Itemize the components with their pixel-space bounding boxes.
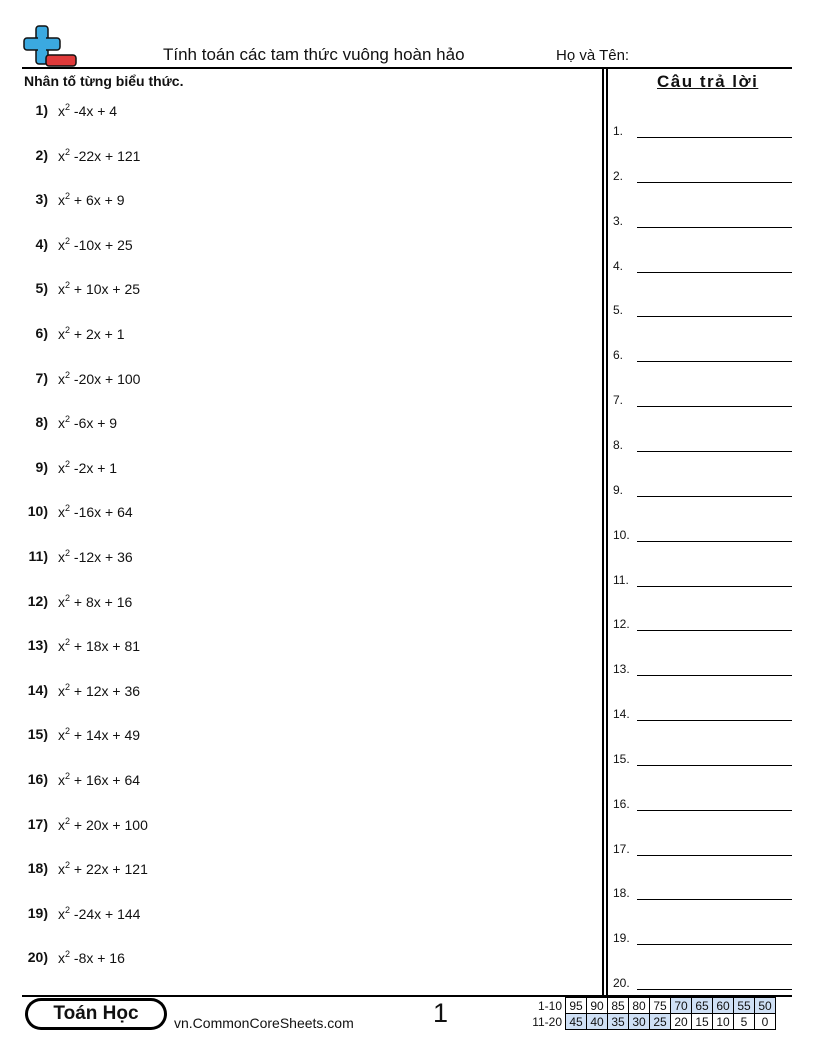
answer-number: 6. (613, 348, 624, 363)
brand-label: Toán Học (28, 1001, 164, 1027)
problem-item (0, 682, 600, 704)
expression-base: x (58, 772, 65, 788)
problem-expression (58, 727, 140, 743)
problem-item (0, 370, 600, 392)
answer-line[interactable] (637, 586, 792, 587)
answer-number: 5. (613, 303, 624, 318)
answer-blank[interactable] (613, 303, 793, 323)
problem-item (0, 816, 600, 838)
answer-number: 9. (613, 482, 624, 497)
problem-number: 4) (35, 235, 48, 252)
expression-exponent: 2 (65, 726, 71, 737)
problem-number: 6) (35, 325, 48, 341)
answer-blank[interactable] (613, 752, 793, 772)
answer-line[interactable] (637, 137, 792, 138)
problem-number: 19) (27, 904, 48, 921)
problem-item (0, 503, 600, 525)
problem-expression (58, 148, 140, 164)
expression-base: x (58, 593, 65, 610)
problem-number: 11) (28, 548, 48, 564)
score-cell: 35 (608, 1014, 629, 1030)
answer-number: 8. (613, 437, 624, 452)
problem-number: 9) (35, 458, 48, 475)
problem-item (0, 860, 600, 882)
problem-expression (58, 504, 133, 520)
problem-item (0, 280, 600, 302)
expression-exponent: 2 (65, 369, 71, 380)
score-cell: 40 (587, 1014, 608, 1030)
answer-line[interactable] (637, 899, 792, 900)
answer-line[interactable] (637, 272, 792, 273)
problem-item (0, 191, 600, 213)
problem-expression (58, 772, 140, 788)
problem-number: 20) (27, 949, 48, 966)
problem-expression (58, 326, 125, 342)
answer-number: 19. (613, 931, 630, 946)
expression-base: x (58, 549, 65, 565)
score-cell: 10 (713, 1014, 734, 1030)
expression-base: x (58, 370, 65, 387)
problem-item (0, 637, 600, 659)
problem-expression (58, 237, 133, 253)
answer-line[interactable] (637, 944, 792, 945)
expression-exponent: 2 (65, 146, 71, 157)
expression-exponent: 2 (65, 102, 71, 112)
score-cell: 75 (650, 998, 671, 1014)
expression-exponent: 2 (65, 235, 71, 246)
problem-number: 13) (27, 637, 48, 654)
expression-exponent: 2 (65, 949, 71, 960)
problem-expression (58, 371, 140, 387)
score-cell: 0 (755, 1014, 776, 1030)
expression-base: x (58, 236, 65, 253)
score-cell: 55 (734, 998, 755, 1014)
answer-blank[interactable] (613, 483, 793, 503)
problem-number: 2) (35, 146, 48, 163)
problem-item (0, 593, 600, 615)
expression-terms: + 2x + 1 (70, 326, 125, 342)
expression-terms: + 12x + 36 (70, 682, 141, 699)
problem-expression (58, 817, 148, 833)
answer-blank[interactable] (613, 662, 793, 682)
answer-line[interactable] (637, 316, 792, 317)
expression-terms: + 14x + 49 (70, 727, 141, 744)
expression-terms: -12x + 36 (70, 549, 133, 565)
problem-expression (58, 103, 117, 119)
answer-blank[interactable] (613, 886, 793, 906)
expression-base: x (58, 504, 65, 521)
plus-minus-logo-icon (22, 24, 80, 68)
score-cell: 30 (629, 1014, 650, 1030)
problem-number: 18) (27, 860, 48, 877)
answer-line[interactable] (637, 227, 792, 228)
expression-terms: -10x + 25 (70, 236, 133, 253)
expression-terms: -24x + 144 (70, 905, 141, 922)
expression-terms: + 10x + 25 (70, 281, 141, 298)
problem-expression (58, 192, 125, 208)
answer-number: 12. (613, 617, 630, 632)
answer-blank[interactable] (613, 169, 793, 189)
answer-blank[interactable] (613, 797, 793, 817)
score-row-label: 11-20 (532, 1014, 562, 1029)
name-label: Họ và Tên: (556, 47, 630, 64)
expression-base: x (58, 415, 65, 432)
score-cell: 20 (671, 1014, 692, 1030)
score-cell: 90 (587, 998, 608, 1014)
expression-exponent: 2 (65, 548, 71, 558)
expression-terms: -16x + 64 (70, 504, 133, 521)
expression-base: x (58, 281, 65, 298)
answer-number: 10. (613, 527, 630, 542)
answer-line[interactable] (637, 855, 792, 856)
expression-terms: -20x + 100 (70, 370, 141, 387)
answer-line[interactable] (637, 406, 792, 407)
problem-item (0, 147, 600, 169)
score-cell: 25 (650, 1014, 671, 1030)
answer-blank[interactable] (613, 931, 793, 951)
answer-line[interactable] (637, 182, 792, 183)
expression-exponent: 2 (65, 860, 71, 871)
problem-expression (58, 415, 117, 431)
problem-expression (58, 594, 132, 610)
expression-terms: + 22x + 121 (70, 861, 148, 878)
problem-expression (58, 683, 140, 699)
answer-line[interactable] (637, 496, 792, 497)
expression-base: x (58, 950, 65, 967)
expression-exponent: 2 (65, 681, 71, 692)
problem-number: 1) (35, 102, 48, 118)
problem-item (0, 548, 600, 570)
expression-base: x (58, 682, 65, 699)
expression-exponent: 2 (65, 414, 71, 425)
score-cell: 80 (629, 998, 650, 1014)
score-cell: 60 (713, 998, 734, 1014)
score-cell: 70 (671, 998, 692, 1014)
problem-number: 12) (27, 592, 48, 609)
expression-exponent: 2 (65, 458, 71, 469)
problem-item (0, 949, 600, 971)
problem-item (0, 325, 600, 347)
problem-number: 5) (35, 280, 48, 297)
answer-blank[interactable] (613, 617, 793, 637)
answer-blank[interactable] (613, 348, 793, 368)
instructions: Nhân tố từng biểu thức. (24, 73, 184, 89)
problem-number: 15) (27, 726, 48, 743)
answer-number: 4. (613, 258, 624, 273)
answer-line[interactable] (637, 720, 792, 721)
answer-number: 1. (613, 124, 624, 138)
problem-expression (58, 906, 140, 922)
expression-terms: -4x + 4 (70, 103, 118, 119)
problem-item (0, 726, 600, 748)
answer-number: 11. (613, 572, 629, 587)
problem-expression (58, 281, 140, 297)
answer-line[interactable] (637, 541, 792, 542)
expression-exponent: 2 (65, 592, 71, 603)
expression-exponent: 2 (65, 637, 71, 648)
problem-number: 10) (27, 503, 48, 520)
answer-line[interactable] (637, 630, 792, 631)
worksheet-title: Tính toán các tam thức vuông hoàn hảo (163, 45, 465, 64)
score-table (530, 997, 776, 1030)
expression-base: x (58, 326, 65, 342)
answer-blank[interactable] (613, 707, 793, 727)
expression-terms: -22x + 121 (70, 147, 141, 164)
expression-exponent: 2 (65, 503, 71, 514)
expression-base: x (58, 816, 65, 833)
expression-exponent: 2 (65, 191, 71, 202)
answer-number: 20. (613, 976, 630, 991)
answer-number: 7. (613, 393, 624, 408)
answer-line[interactable] (637, 810, 792, 811)
column-divider (602, 69, 604, 995)
expression-exponent: 2 (65, 771, 71, 781)
answers-heading: Câu trả lời (657, 72, 759, 91)
expression-base: x (58, 727, 65, 744)
expression-base: x (58, 192, 65, 209)
problem-number: 7) (35, 369, 48, 386)
problem-number: 16) (27, 771, 48, 787)
answer-line[interactable] (637, 675, 792, 676)
expression-base: x (58, 905, 65, 922)
score-row (530, 998, 776, 1014)
answer-number: 2. (613, 168, 624, 183)
answer-number: 13. (613, 662, 630, 677)
problem-item (0, 236, 600, 258)
expression-terms: -8x + 16 (70, 950, 125, 967)
problem-number: 3) (35, 191, 48, 208)
problem-expression (58, 861, 148, 877)
answer-blank[interactable] (613, 393, 793, 413)
expression-base: x (58, 103, 65, 119)
problem-item (0, 771, 600, 793)
expression-exponent: 2 (65, 904, 71, 915)
expression-base: x (58, 861, 65, 878)
expression-terms: + 20x + 100 (70, 816, 148, 833)
score-cell: 85 (608, 998, 629, 1014)
expression-terms: + 6x + 9 (70, 192, 125, 209)
expression-terms: + 16x + 64 (70, 772, 141, 788)
answer-blank[interactable] (613, 573, 793, 593)
page-number: 1 (433, 998, 449, 1028)
expression-exponent: 2 (65, 325, 71, 335)
answer-blank[interactable] (613, 528, 793, 548)
answer-blank[interactable] (613, 214, 793, 234)
expression-exponent: 2 (65, 280, 71, 291)
problem-number: 17) (27, 815, 48, 832)
answer-blank[interactable] (613, 842, 793, 862)
answer-number: 14. (613, 707, 630, 722)
expression-terms: + 8x + 16 (70, 593, 133, 610)
problem-expression (58, 460, 117, 476)
problem-item (0, 905, 600, 927)
score-row (530, 1014, 776, 1030)
expression-terms: -2x + 1 (70, 459, 118, 476)
answer-line[interactable] (637, 451, 792, 452)
answer-line[interactable] (637, 765, 792, 766)
answer-number: 3. (613, 213, 624, 228)
expression-base: x (58, 638, 65, 655)
expression-exponent: 2 (65, 815, 71, 826)
problem-expression (58, 638, 140, 654)
score-cell: 15 (692, 1014, 713, 1030)
score-cell: 95 (566, 998, 587, 1014)
column-divider (606, 69, 608, 995)
problem-expression (58, 950, 125, 966)
answer-line[interactable] (637, 361, 792, 362)
problem-item (0, 414, 600, 436)
score-cell: 65 (692, 998, 713, 1014)
answer-blank[interactable] (613, 438, 793, 458)
expression-terms: -6x + 9 (70, 415, 118, 432)
header-divider (22, 67, 792, 69)
problem-expression (58, 549, 133, 565)
expression-base: x (58, 147, 65, 164)
answer-number: 18. (613, 886, 630, 901)
problem-number: 14) (27, 681, 48, 698)
answer-number: 15. (613, 751, 630, 766)
site-url: vn.CommonCoreSheets.com (174, 1015, 354, 1031)
expression-terms: + 18x + 81 (70, 638, 141, 655)
brand-badge (25, 998, 167, 1030)
expression-base: x (58, 459, 65, 476)
answer-blank[interactable] (613, 124, 793, 144)
answer-blank[interactable] (613, 976, 793, 996)
problem-item (0, 459, 600, 481)
score-row-label: 1-10 (537, 998, 562, 1013)
problem-number: 8) (35, 414, 48, 431)
answer-number: 17. (613, 841, 630, 856)
answer-blank[interactable] (613, 259, 793, 279)
score-cell: 50 (755, 998, 776, 1014)
answer-line[interactable] (637, 989, 792, 990)
score-cell: 5 (734, 1014, 755, 1030)
problem-item (0, 102, 600, 124)
score-cell: 45 (566, 1014, 587, 1030)
answer-number: 16. (613, 796, 630, 811)
